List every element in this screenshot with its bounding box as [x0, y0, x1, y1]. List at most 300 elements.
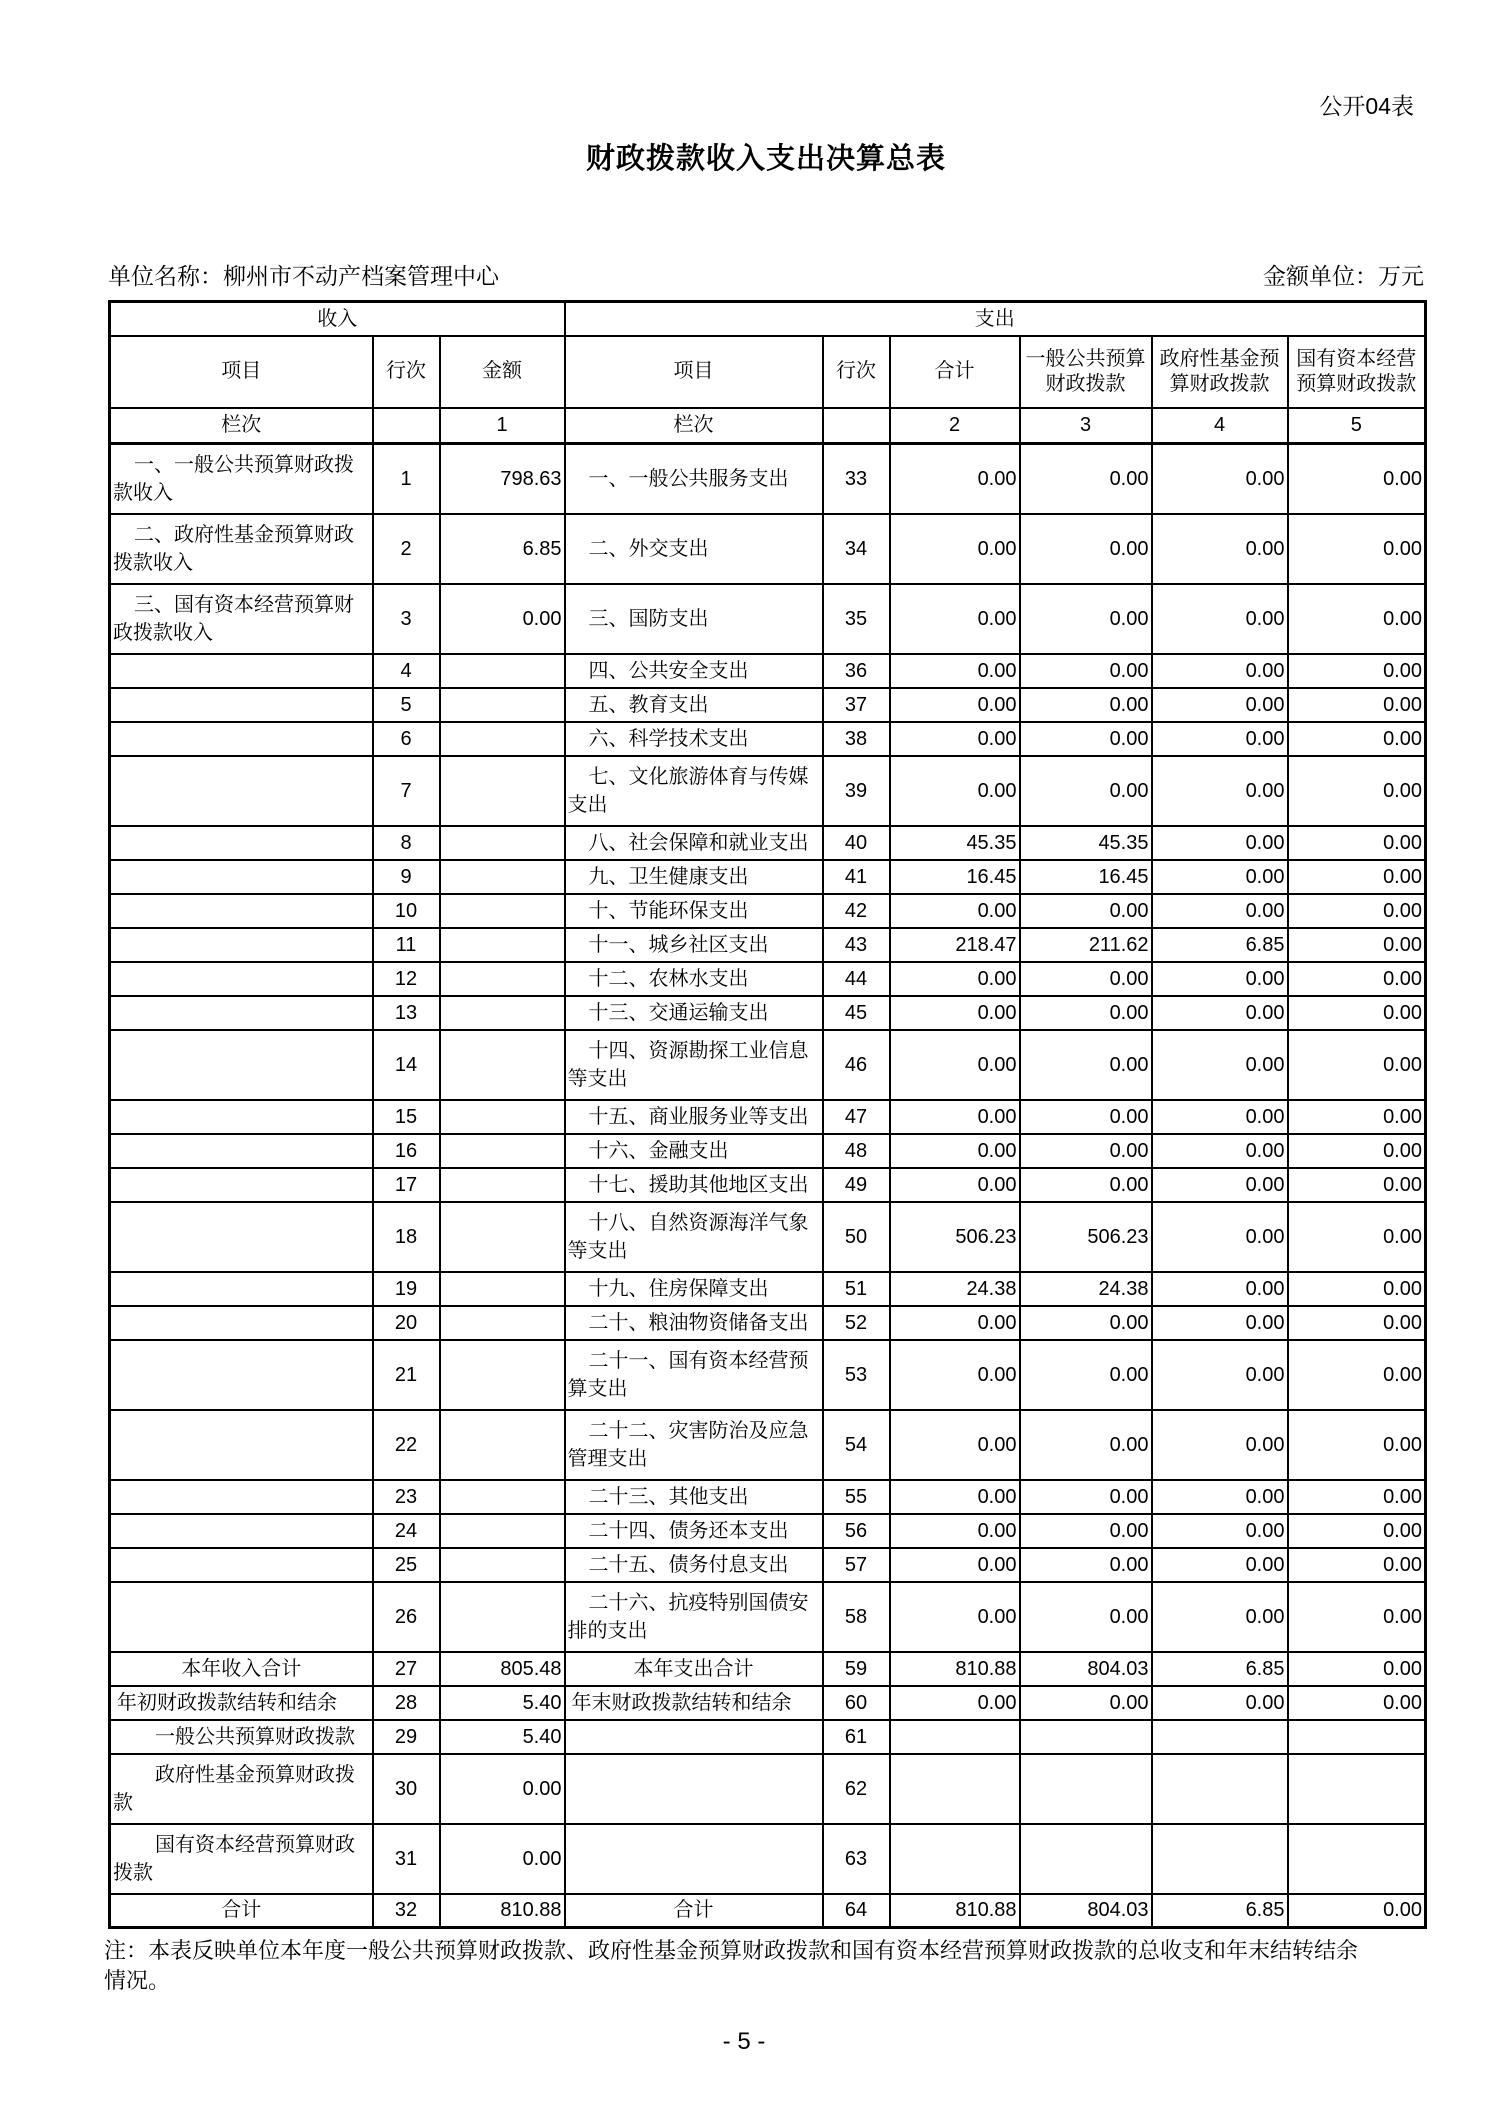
income-row-no-cell: 16: [373, 1134, 440, 1168]
expense-row-no-cell: 48: [823, 1134, 890, 1168]
income-item-cell: [110, 1410, 373, 1480]
expense-gov-fund-cell: 6.85: [1152, 928, 1288, 962]
expense-total-cell: 0.00: [890, 1686, 1020, 1720]
expense-general-budget-cell: 0.00: [1020, 1548, 1152, 1582]
index-expense-total: 2: [890, 408, 1020, 444]
expense-total-cell: 0.00: [890, 1340, 1020, 1410]
expense-row-no-cell: 47: [823, 1100, 890, 1134]
table-row: [110, 688, 1426, 722]
expense-general-budget-cell: 0.00: [1020, 1514, 1152, 1548]
expense-state-capital-cell: 0.00: [1288, 584, 1426, 654]
index-income-amount: 1: [440, 408, 565, 444]
index-expense-row-no: [823, 408, 890, 444]
expense-row-no-cell: 60: [823, 1686, 890, 1720]
income-amount-cell: 5.40: [440, 1720, 565, 1754]
expense-gov-fund-cell: 0.00: [1152, 756, 1288, 826]
expense-gov-fund-cell: 0.00: [1152, 654, 1288, 688]
income-row-no-cell: 31: [373, 1824, 440, 1894]
income-row-no-cell: 10: [373, 894, 440, 928]
expense-total-cell: 0.00: [890, 756, 1020, 826]
expense-general-budget-cell: 0.00: [1020, 1030, 1152, 1100]
table-row: [110, 722, 1426, 756]
income-amount-cell: 0.00: [440, 584, 565, 654]
expense-gov-fund-cell: 0.00: [1152, 584, 1288, 654]
expense-general-budget-cell: 0.00: [1020, 1134, 1152, 1168]
income-row-no-cell: 30: [373, 1754, 440, 1824]
income-row-no-cell: 3: [373, 584, 440, 654]
expense-gov-fund-cell: 0.00: [1152, 1100, 1288, 1134]
income-amount-cell: [440, 1168, 565, 1202]
table-row: [110, 654, 1426, 688]
doc-code-label: 公开04表: [1319, 93, 1414, 119]
expense-item-cell: 二十六、抗疫特别国债安排的支出: [565, 1582, 823, 1652]
expense-state-capital-cell: 0.00: [1288, 928, 1426, 962]
expense-item-cell: 十五、商业服务业等支出: [565, 1100, 823, 1134]
expense-gov-fund-cell: 0.00: [1152, 1514, 1288, 1548]
table-row: [110, 514, 1426, 584]
expense-general-budget-cell: 0.00: [1020, 514, 1152, 584]
expense-gov-fund-cell: 6.85: [1152, 1652, 1288, 1686]
expense-general-budget-cell: 0.00: [1020, 1410, 1152, 1480]
income-amount-cell: [440, 1272, 565, 1306]
expense-item-cell: 十八、自然资源海洋气象等支出: [565, 1202, 823, 1272]
expense-state-capital-cell: 0.00: [1288, 1548, 1426, 1582]
expense-gov-fund-cell: 0.00: [1152, 444, 1288, 514]
income-row-no-cell: 32: [373, 1894, 440, 1928]
expense-item-cell: 一、一般公共服务支出: [565, 444, 823, 514]
expense-general-budget-cell: 0.00: [1020, 654, 1152, 688]
column-index-row: [110, 408, 1426, 444]
expense-state-capital-cell: 0.00: [1288, 894, 1426, 928]
expense-general-budget-cell: 211.62: [1020, 928, 1152, 962]
expense-general-budget-cell: 16.45: [1020, 860, 1152, 894]
expense-row-no-cell: 52: [823, 1306, 890, 1340]
income-row-no-cell: 18: [373, 1202, 440, 1272]
income-item-cell: [110, 1168, 373, 1202]
expense-gov-fund-cell: 0.00: [1152, 688, 1288, 722]
column-header-row: [110, 336, 1426, 408]
expense-group-header: 支出: [565, 302, 1426, 336]
expense-row-no-cell: 46: [823, 1030, 890, 1100]
expense-item-cell: 二十五、债务付息支出: [565, 1548, 823, 1582]
expense-item-cell: 七、文化旅游体育与传媒支出: [565, 756, 823, 826]
expense-state-capital-cell: 0.00: [1288, 860, 1426, 894]
expense-item-cell: 四、公共安全支出: [565, 654, 823, 688]
expense-row-no-cell: 42: [823, 894, 890, 928]
expense-state-capital-cell: 0.00: [1288, 1686, 1426, 1720]
expense-row-no-cell: 53: [823, 1340, 890, 1410]
expense-row-no-cell: 38: [823, 722, 890, 756]
expense-item-cell: [565, 1754, 823, 1824]
expense-state-capital-cell: 0.00: [1288, 1168, 1426, 1202]
expense-total-cell: 45.35: [890, 826, 1020, 860]
expense-general-budget-cell: 0.00: [1020, 444, 1152, 514]
income-row-no-cell: 4: [373, 654, 440, 688]
expense-total-cell: 0.00: [890, 514, 1020, 584]
expense-general-budget-cell: 45.35: [1020, 826, 1152, 860]
income-item-cell: [110, 860, 373, 894]
income-amount-cell: [440, 928, 565, 962]
table-row: [110, 1306, 1426, 1340]
income-group-header: 收入: [110, 302, 565, 336]
expense-total-cell: 0.00: [890, 894, 1020, 928]
income-row-no-cell: 7: [373, 756, 440, 826]
expense-state-capital-cell: 0.00: [1288, 1340, 1426, 1410]
expense-row-no-cell: 37: [823, 688, 890, 722]
income-amount-cell: [440, 996, 565, 1030]
expense-row-no-cell: 35: [823, 584, 890, 654]
income-amount-cell: [440, 1548, 565, 1582]
expense-general-budget-cell: 804.03: [1020, 1652, 1152, 1686]
expense-gov-fund-cell: [1152, 1720, 1288, 1754]
expense-general-budget-cell: 0.00: [1020, 1480, 1152, 1514]
income-item-cell: [110, 962, 373, 996]
expense-general-budget-cell: 0.00: [1020, 1582, 1152, 1652]
table-row: [110, 1030, 1426, 1100]
expense-state-capital-cell: 0.00: [1288, 1652, 1426, 1686]
expense-gov-fund-cell: 0.00: [1152, 1030, 1288, 1100]
expense-total-cell: 218.47: [890, 928, 1020, 962]
table-row: [110, 1894, 1426, 1928]
table-row: [110, 1202, 1426, 1272]
expense-row-no-cell: 40: [823, 826, 890, 860]
expense-total-cell: 810.88: [890, 1894, 1020, 1928]
unit-name-label: 单位名称：柳州市不动产档案管理中心: [108, 263, 499, 289]
table-row: [110, 444, 1426, 514]
income-row-no-cell: 2: [373, 514, 440, 584]
income-amount-cell: [440, 722, 565, 756]
expense-total-cell: 0.00: [890, 1548, 1020, 1582]
expense-total-cell: 0.00: [890, 1306, 1020, 1340]
expense-total-cell: 0.00: [890, 722, 1020, 756]
expense-item-cell: 六、科学技术支出: [565, 722, 823, 756]
index-gov-fund: 4: [1152, 408, 1288, 444]
table-row: [110, 1548, 1426, 1582]
expense-total-cell: 0.00: [890, 1582, 1020, 1652]
income-amount-cell: [440, 860, 565, 894]
expense-state-capital-cell: 0.00: [1288, 722, 1426, 756]
income-item-cell: 三、国有资本经营预算财政拨款收入: [110, 584, 373, 654]
income-amount-cell: [440, 1514, 565, 1548]
expense-general-budget-cell: 0.00: [1020, 1306, 1152, 1340]
index-expense-item: 栏次: [565, 408, 823, 444]
expense-state-capital-cell: 0.00: [1288, 444, 1426, 514]
expense-general-budget-cell: 0.00: [1020, 1340, 1152, 1410]
expense-item-cell: 十四、资源勘探工业信息等支出: [565, 1030, 823, 1100]
expense-total-cell: 0.00: [890, 1410, 1020, 1480]
expense-item-cell: 十二、农林水支出: [565, 962, 823, 996]
expense-general-budget-cell: 0.00: [1020, 1686, 1152, 1720]
expense-row-no-cell: 39: [823, 756, 890, 826]
income-item-cell: 国有资本经营预算财政拨款: [110, 1824, 373, 1894]
expense-state-capital-cell: 0.00: [1288, 962, 1426, 996]
expense-row-no-cell: 43: [823, 928, 890, 962]
expense-item-cell: 合计: [565, 1894, 823, 1928]
expense-gov-fund-cell: 0.00: [1152, 1306, 1288, 1340]
expense-general-budget-cell: 24.38: [1020, 1272, 1152, 1306]
expense-general-budget-cell: 0.00: [1020, 722, 1152, 756]
expense-total-cell: 0.00: [890, 996, 1020, 1030]
income-row-no-cell: 6: [373, 722, 440, 756]
income-row-no-cell: 1: [373, 444, 440, 514]
expense-total-cell: 24.38: [890, 1272, 1020, 1306]
income-item-cell: [110, 722, 373, 756]
expense-row-no-cell: 36: [823, 654, 890, 688]
expense-state-capital-cell: 0.00: [1288, 1272, 1426, 1306]
expense-item-cell: 十六、金融支出: [565, 1134, 823, 1168]
expense-gov-fund-cell: [1152, 1754, 1288, 1824]
table-row: [110, 1340, 1426, 1410]
income-row-no-cell: 23: [373, 1480, 440, 1514]
income-item-cell: 二、政府性基金预算财政拨款收入: [110, 514, 373, 584]
expense-total-cell: 0.00: [890, 962, 1020, 996]
expense-row-no-cell: 55: [823, 1480, 890, 1514]
expense-state-capital-cell: 0.00: [1288, 654, 1426, 688]
expense-general-budget-cell: 0.00: [1020, 1168, 1152, 1202]
income-amount-cell: [440, 1582, 565, 1652]
expense-total-cell: [890, 1824, 1020, 1894]
income-item-cell: 政府性基金预算财政拨款: [110, 1754, 373, 1824]
expense-state-capital-cell: 0.00: [1288, 1410, 1426, 1480]
expense-total-cell: [890, 1754, 1020, 1824]
page-number: - 5 -: [722, 2028, 766, 2055]
amount-unit-label: 金额单位：万元: [1263, 263, 1424, 289]
income-amount-cell: [440, 1134, 565, 1168]
expense-state-capital-cell: 0.00: [1288, 756, 1426, 826]
income-row-no-cell: 19: [373, 1272, 440, 1306]
expense-row-no-cell: 33: [823, 444, 890, 514]
table-row: [110, 894, 1426, 928]
expense-gov-fund-cell: 0.00: [1152, 1686, 1288, 1720]
col-header-general-budget: 一般公共预算财政拨款: [1020, 336, 1152, 408]
expense-gov-fund-cell: 0.00: [1152, 860, 1288, 894]
expense-gov-fund-cell: 0.00: [1152, 514, 1288, 584]
expense-state-capital-cell: 0.00: [1288, 996, 1426, 1030]
expense-total-cell: 0.00: [890, 1480, 1020, 1514]
expense-total-cell: 0.00: [890, 584, 1020, 654]
expense-general-budget-cell: [1020, 1754, 1152, 1824]
income-row-no-cell: 15: [373, 1100, 440, 1134]
expense-item-cell: 三、国防支出: [565, 584, 823, 654]
income-row-no-cell: 27: [373, 1652, 440, 1686]
table-row: [110, 1100, 1426, 1134]
table-row: [110, 1410, 1426, 1480]
expense-general-budget-cell: 0.00: [1020, 996, 1152, 1030]
income-item-cell: [110, 1480, 373, 1514]
expense-item-cell: 十、节能环保支出: [565, 894, 823, 928]
income-item-cell: [110, 1030, 373, 1100]
income-item-cell: [110, 1582, 373, 1652]
expense-total-cell: 0.00: [890, 444, 1020, 514]
income-item-cell: [110, 894, 373, 928]
income-amount-cell: [440, 1202, 565, 1272]
table-row: [110, 1824, 1426, 1894]
expense-item-cell: 二十四、债务还本支出: [565, 1514, 823, 1548]
income-amount-cell: 798.63: [440, 444, 565, 514]
expense-state-capital-cell: 0.00: [1288, 1202, 1426, 1272]
income-item-cell: 年初财政拨款结转和结余: [110, 1686, 373, 1720]
income-item-cell: [110, 654, 373, 688]
col-header-income-row-no: 行次: [373, 336, 440, 408]
table-row: [110, 1652, 1426, 1686]
income-item-cell: 合计: [110, 1894, 373, 1928]
income-row-no-cell: 22: [373, 1410, 440, 1480]
expense-state-capital-cell: 0.00: [1288, 1134, 1426, 1168]
expense-gov-fund-cell: 0.00: [1152, 1410, 1288, 1480]
expense-row-no-cell: 45: [823, 996, 890, 1030]
expense-state-capital-cell: 0.00: [1288, 826, 1426, 860]
expense-state-capital-cell: 0.00: [1288, 1030, 1426, 1100]
income-row-no-cell: 8: [373, 826, 440, 860]
table-row: [110, 1134, 1426, 1168]
income-amount-cell: [440, 1030, 565, 1100]
budget-table: [108, 300, 1427, 1929]
expense-general-budget-cell: [1020, 1824, 1152, 1894]
income-item-cell: [110, 826, 373, 860]
expense-state-capital-cell: [1288, 1824, 1426, 1894]
table-row: [110, 928, 1426, 962]
index-income-row-no: [373, 408, 440, 444]
income-item-cell: [110, 1134, 373, 1168]
expense-total-cell: [890, 1720, 1020, 1754]
expense-row-no-cell: 57: [823, 1548, 890, 1582]
expense-row-no-cell: 51: [823, 1272, 890, 1306]
expense-row-no-cell: 34: [823, 514, 890, 584]
page-title: 财政拨款收入支出决算总表: [585, 143, 946, 175]
expense-gov-fund-cell: [1152, 1824, 1288, 1894]
expense-gov-fund-cell: 0.00: [1152, 1340, 1288, 1410]
table-row: [110, 1168, 1426, 1202]
income-item-cell: [110, 756, 373, 826]
income-amount-cell: [440, 1480, 565, 1514]
expense-state-capital-cell: [1288, 1720, 1426, 1754]
income-item-cell: [110, 1306, 373, 1340]
income-item-cell: [110, 928, 373, 962]
expense-item-cell: 五、教育支出: [565, 688, 823, 722]
expense-state-capital-cell: 0.00: [1288, 1514, 1426, 1548]
expense-state-capital-cell: 0.00: [1288, 688, 1426, 722]
table-row: [110, 584, 1426, 654]
expense-item-cell: 八、社会保障和就业支出: [565, 826, 823, 860]
income-amount-cell: [440, 894, 565, 928]
expense-state-capital-cell: [1288, 1754, 1426, 1824]
expense-state-capital-cell: 0.00: [1288, 1894, 1426, 1928]
expense-item-cell: 十三、交通运输支出: [565, 996, 823, 1030]
expense-gov-fund-cell: 0.00: [1152, 1480, 1288, 1514]
expense-total-cell: 0.00: [890, 688, 1020, 722]
income-amount-cell: 5.40: [440, 1686, 565, 1720]
expense-item-cell: [565, 1720, 823, 1754]
income-item-cell: [110, 1548, 373, 1582]
expense-item-cell: 二十三、其他支出: [565, 1480, 823, 1514]
table-row: [110, 996, 1426, 1030]
index-income-item: 栏次: [110, 408, 373, 444]
expense-total-cell: 810.88: [890, 1652, 1020, 1686]
income-item-cell: [110, 1340, 373, 1410]
table-row: [110, 1582, 1426, 1652]
expense-general-budget-cell: 0.00: [1020, 894, 1152, 928]
table-row: [110, 1720, 1426, 1754]
expense-row-no-cell: 49: [823, 1168, 890, 1202]
income-amount-cell: 810.88: [440, 1894, 565, 1928]
col-header-income-item: 项目: [110, 336, 373, 408]
table-body: [110, 444, 1426, 1928]
expense-gov-fund-cell: 0.00: [1152, 1272, 1288, 1306]
index-general-budget: 3: [1020, 408, 1152, 444]
expense-total-cell: 0.00: [890, 1168, 1020, 1202]
expense-state-capital-cell: 0.00: [1288, 1480, 1426, 1514]
expense-general-budget-cell: 0.00: [1020, 584, 1152, 654]
expense-row-no-cell: 50: [823, 1202, 890, 1272]
income-row-no-cell: 26: [373, 1582, 440, 1652]
income-item-cell: [110, 1100, 373, 1134]
expense-item-cell: 十九、住房保障支出: [565, 1272, 823, 1306]
expense-gov-fund-cell: 0.00: [1152, 1582, 1288, 1652]
expense-total-cell: 506.23: [890, 1202, 1020, 1272]
table-row: [110, 1480, 1426, 1514]
expense-gov-fund-cell: 0.00: [1152, 1134, 1288, 1168]
expense-item-cell: 二十、粮油物资储备支出: [565, 1306, 823, 1340]
col-header-income-amount: 金额: [440, 336, 565, 408]
expense-row-no-cell: 41: [823, 860, 890, 894]
expense-item-cell: 本年支出合计: [565, 1652, 823, 1686]
expense-gov-fund-cell: 0.00: [1152, 722, 1288, 756]
income-amount-cell: 0.00: [440, 1824, 565, 1894]
expense-state-capital-cell: 0.00: [1288, 1306, 1426, 1340]
expense-item-cell: 十一、城乡社区支出: [565, 928, 823, 962]
income-amount-cell: [440, 1340, 565, 1410]
expense-general-budget-cell: 506.23: [1020, 1202, 1152, 1272]
expense-row-no-cell: 62: [823, 1754, 890, 1824]
expense-total-cell: 0.00: [890, 654, 1020, 688]
expense-gov-fund-cell: 0.00: [1152, 1548, 1288, 1582]
income-row-no-cell: 24: [373, 1514, 440, 1548]
expense-row-no-cell: 61: [823, 1720, 890, 1754]
income-item-cell: [110, 1202, 373, 1272]
income-amount-cell: 805.48: [440, 1652, 565, 1686]
expense-total-cell: 0.00: [890, 1100, 1020, 1134]
expense-state-capital-cell: 0.00: [1288, 514, 1426, 584]
income-row-no-cell: 25: [373, 1548, 440, 1582]
col-header-state-capital: 国有资本经营预算财政拨款: [1288, 336, 1426, 408]
table-row: [110, 1514, 1426, 1548]
income-amount-cell: [440, 962, 565, 996]
col-header-expense-total: 合计: [890, 336, 1020, 408]
income-item-cell: 本年收入合计: [110, 1652, 373, 1686]
expense-item-cell: 九、卫生健康支出: [565, 860, 823, 894]
col-header-gov-fund: 政府性基金预算财政拨款: [1152, 336, 1288, 408]
income-item-cell: 一般公共预算财政拨款: [110, 1720, 373, 1754]
footnote: 注：本表反映单位本年度一般公共预算财政拨款、政府性基金预算财政拨款和国有资本经营预算财政拨款的总收支和年末结转结余情况。: [104, 1938, 1359, 1993]
expense-gov-fund-cell: 0.00: [1152, 1168, 1288, 1202]
table-row: [110, 1272, 1426, 1306]
expense-item-cell: 年末财政拨款结转和结余: [565, 1686, 823, 1720]
expense-row-no-cell: 54: [823, 1410, 890, 1480]
expense-item-cell: 十七、援助其他地区支出: [565, 1168, 823, 1202]
income-item-cell: [110, 1514, 373, 1548]
group-header-row: [110, 302, 1426, 336]
table-row: [110, 1686, 1426, 1720]
meta-row: [108, 258, 1424, 291]
income-amount-cell: [440, 1100, 565, 1134]
expense-gov-fund-cell: 6.85: [1152, 1894, 1288, 1928]
income-row-no-cell: 5: [373, 688, 440, 722]
income-row-no-cell: 14: [373, 1030, 440, 1100]
col-header-expense-row-no: 行次: [823, 336, 890, 408]
index-state-capital: 5: [1288, 408, 1426, 444]
income-row-no-cell: 21: [373, 1340, 440, 1410]
income-amount-cell: [440, 654, 565, 688]
